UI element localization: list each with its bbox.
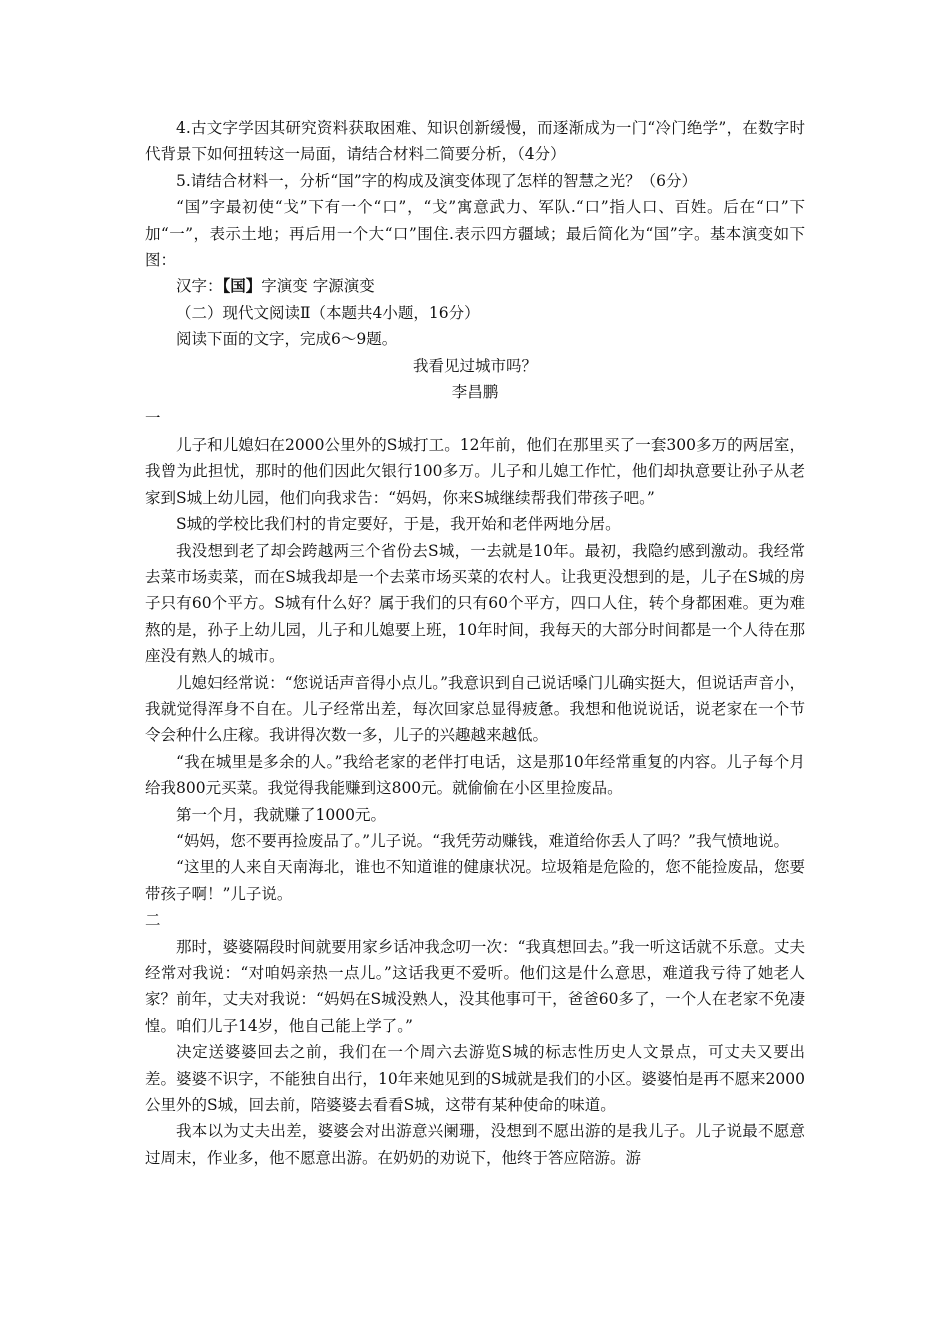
- part-1-marker: 一: [145, 409, 161, 428]
- question-5: 5.请结合材料一，分析“国”字的构成及演变体现了怎样的智慧之光？（6分）: [176, 171, 698, 190]
- document-page: [145, 115, 805, 1171]
- part-1-paragraph: 儿媳妇经常说：“您说话声音得小点儿。”我意识到自己说话嗓门儿确实挺大，但说话声音小，我就觉得浑身不自在。儿子经常出差，每次回家总显得疲惫。我想和他说说话，说老家在一个节令会种什么庄稼。我讲得次数一多，儿子的兴趣越来越低。: [145, 673, 805, 745]
- part-2-paragraph: 那时，婆婆隔段时间就要用家乡话冲我念叨一次：“我真想回去。”我一听这话就不乐意。丈夫经常对我说：“对咱妈亲热一点儿。”这话我更不爱听。他们这是什么意思，难道我亏待了她老人家？前年，丈夫对我说：“妈妈在S城没熟人，没其他事可干，爸爸60多了，一个人在老家不免凄惶。咱们儿子14岁，他自己能上学了。”: [145, 937, 805, 1035]
- part-1-paragraph: 儿子和儿媳妇在2000公里外的S城打工。12年前，他们在那里买了一套300多万的两居室，我曾为此担忧，那时的他们因此欠银行100多万。儿子和儿媳工作忙，他们却执意要让孙子从老家到S城上幼儿园，他们向我求告：“妈妈，你来S城继续帮我们带孩子吧。”: [145, 435, 805, 507]
- part-1-paragraph: 第一个月，我就赚了1000元。: [176, 805, 386, 824]
- hanzi-suffix: 字演变 字源演变: [261, 277, 375, 296]
- hanzi-prefix: 汉字：: [176, 277, 223, 296]
- part-1-paragraph: “这里的人来自天南海北，谁也不知道谁的健康状况。垃圾箱是危险的，您不能捡废品，您要带孩子啊！”儿子说。: [145, 858, 805, 903]
- question-4: 4.古文字学因其研究资料获取困难、知识创新缓慢，而逐渐成为一门“冷门绝学”，在数字时代背景下如何扭转这一局面，请结合材料二简要分析，（4分）: [145, 119, 805, 164]
- hanzi-evolution-line: [145, 273, 805, 299]
- section-header: （二）现代文阅读Ⅱ（本题共4小题，16分）: [176, 303, 480, 322]
- reading-instruction: 阅读下面的文字，完成6～9题。: [176, 330, 398, 349]
- part-2-marker: 二: [145, 911, 161, 930]
- part-1-paragraph: S城的学校比我们村的肯定要好，于是，我开始和老伴两地分居。: [176, 515, 621, 534]
- part-1-paragraph: “妈妈，您不要再捡废品了。”儿子说。“我凭劳动赚钱，难道给你丢人了吗？”我气愤地说。: [176, 831, 789, 850]
- part-1-paragraph: 我没想到老了却会跨越两三个省份去S城，一去就是10年。最初，我隐约感到激动。我经常去菜市场卖菜，而在S城我却是一个去菜市场买菜的农村人。让我更没想到的是，儿子在S城的房子只有60个平方。S城有什么好？属于我们的只有60个平方，四口人住，转个身都困难。更为难熬的是，孙子上幼儿园，儿子和儿媳要上班，10年时间，我每天的大部分时间都是一个人待在那座没有熟人的城市。: [145, 541, 805, 666]
- part-1-paragraph: “我在城里是多余的人。”我给老家的老伴打电话，这是那10年经常重复的内容。儿子每个月给我800元买菜。我觉得我能赚到这800元。就偷偷在小区里捡废品。: [145, 752, 805, 798]
- article-title: 我看见过城市吗？: [412, 356, 537, 375]
- hanzi-bracket: 【国】: [222, 276, 262, 296]
- part-2-paragraph: 决定送婆婆回去之前，我们在一个周六去游览S城的标志性历史人文景点，可丈夫又要出差。婆婆不识字，不能独自出行，10年来她见到的S城就是我们的小区。婆婆怕是再不愿来2000公里外的S城，回去前，陪婆婆去看看S城，这带有某种使命的味道。: [145, 1043, 805, 1115]
- guo-explanation: “国”字最初使“戈”下有一个“口”，“戈”寓意武力、军队.“口”指人口、百姓。后在“口”下加“一”，表示土地；再后用一个大“口”围住.表示四方疆域；最后简化为“国”字。基本演变如下图：: [145, 198, 805, 270]
- part-2-paragraph: 我本以为丈夫出差，婆婆会对出游意兴阑珊，没想到不愿出游的是我儿子。儿子说最不愿意过周末，作业多，他不愿意出游。在奶奶的劝说下，他终于答应陪游。游: [145, 1122, 805, 1167]
- article-author: 李昌鹏: [451, 383, 499, 402]
